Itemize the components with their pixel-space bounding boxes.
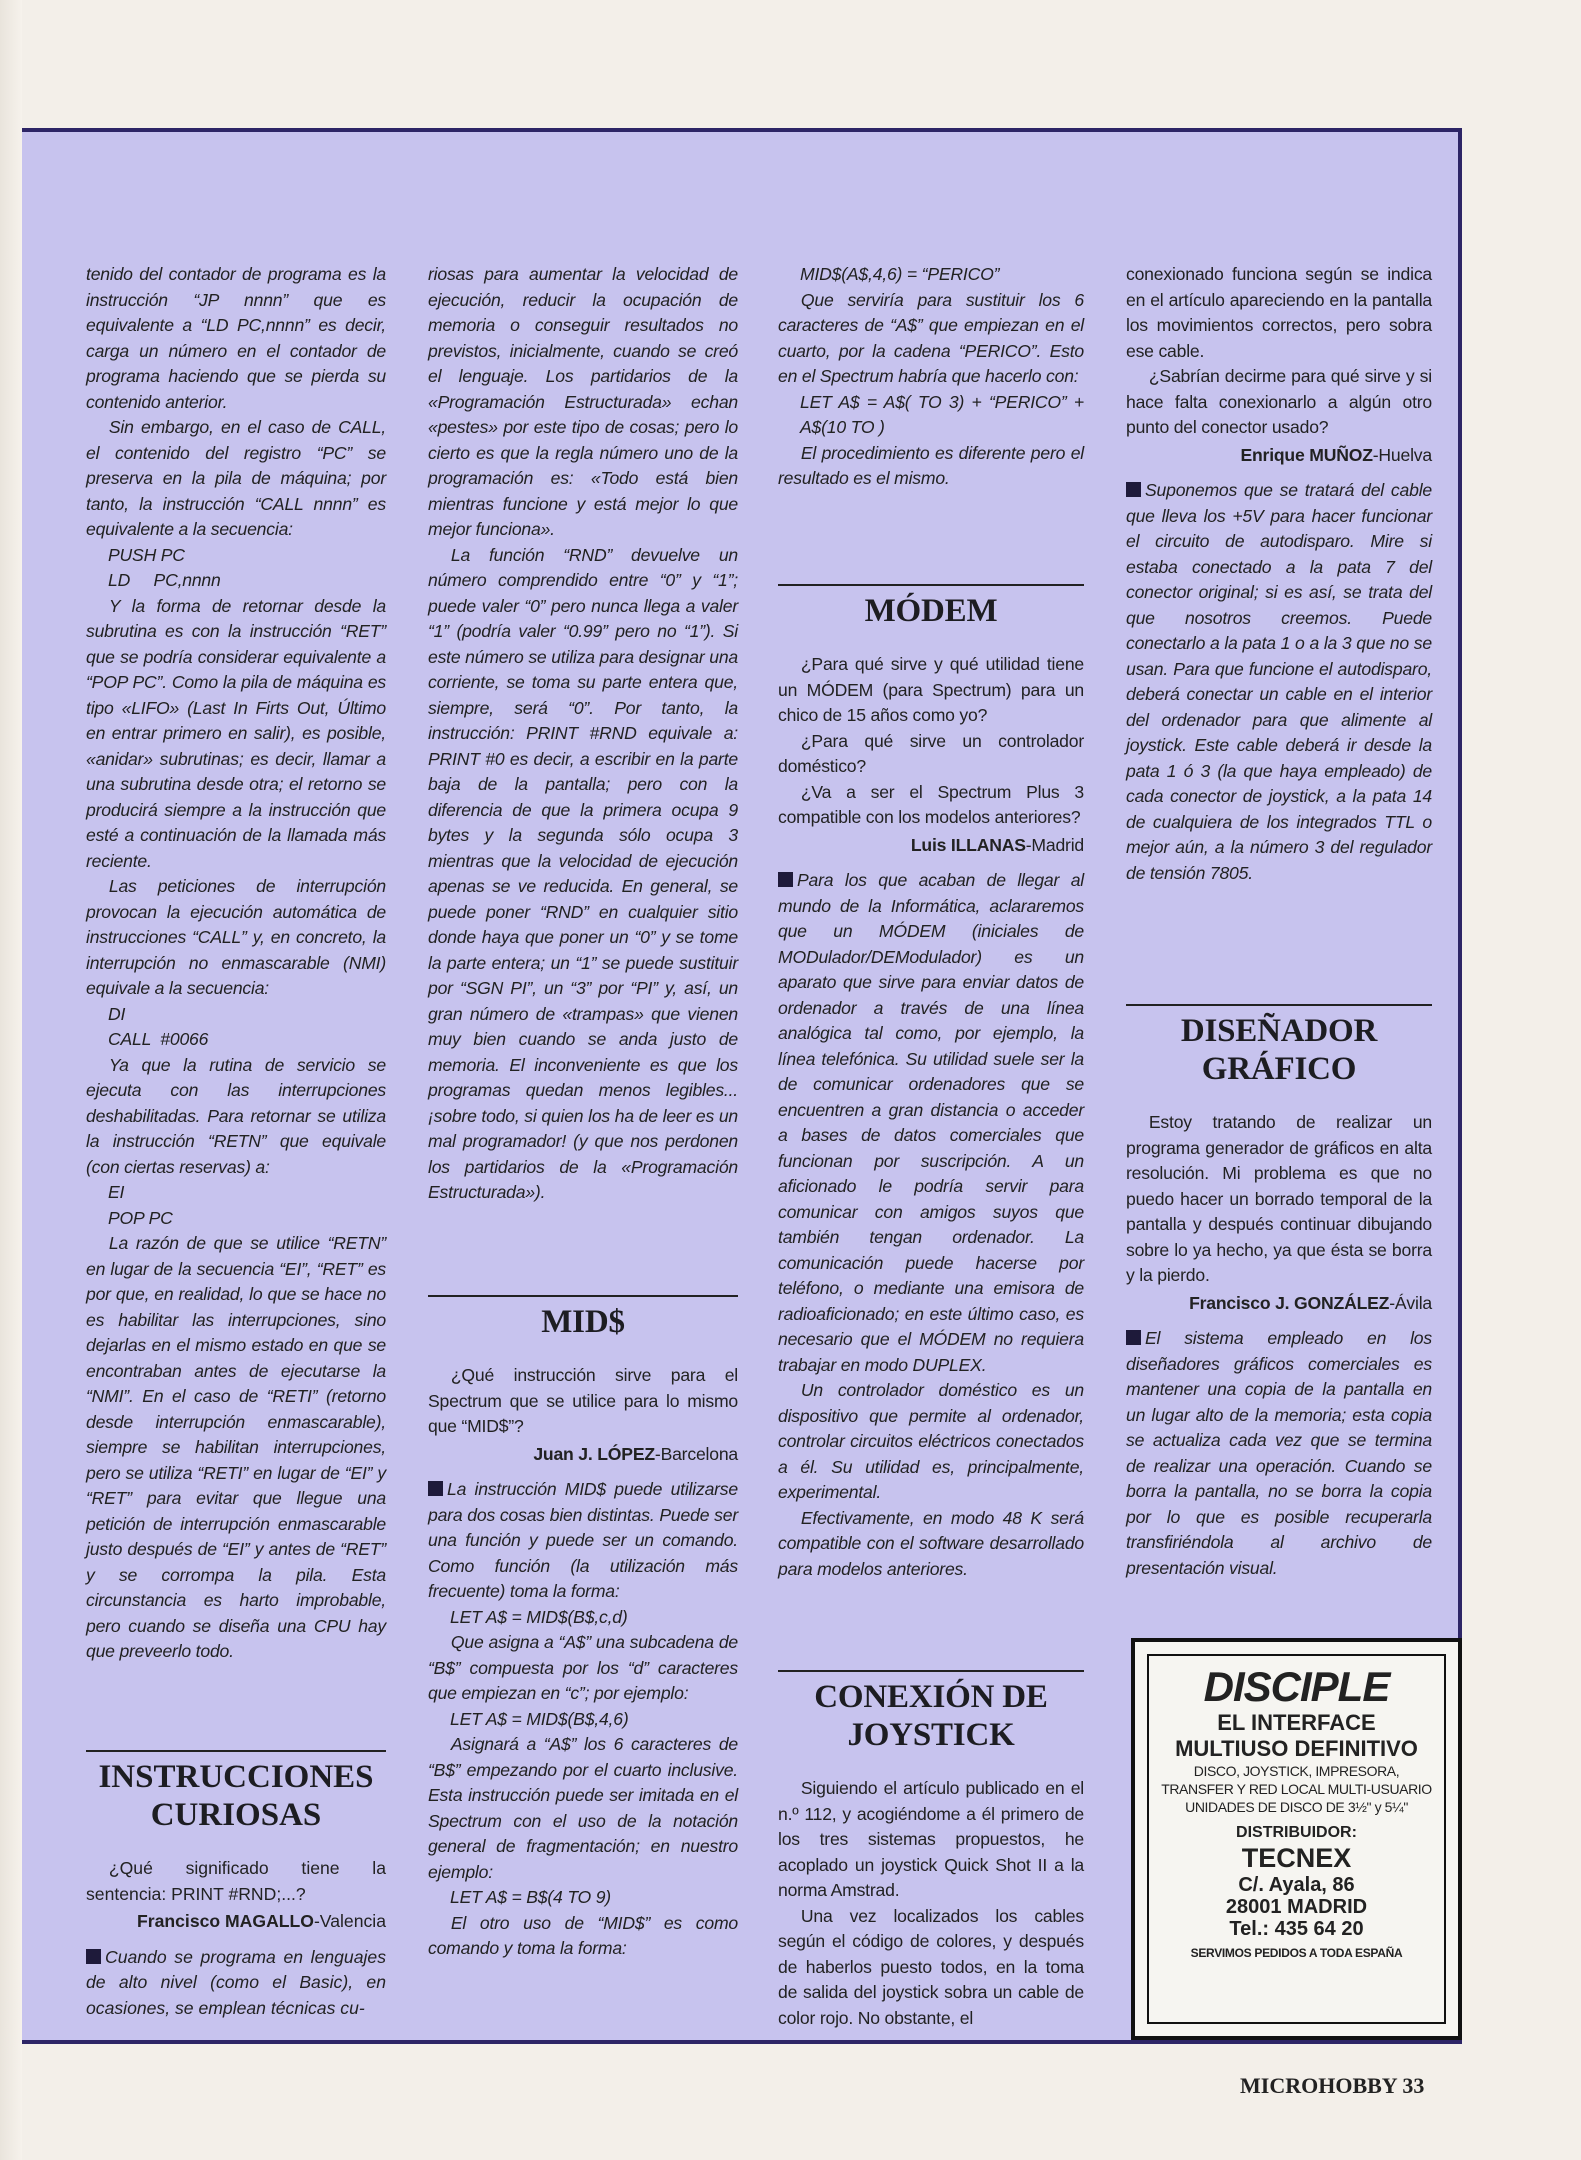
answer: [1126, 478, 1432, 886]
answer-text: Cuando se programa en lenguajes de alto nivel (como el Basic), en ocasiones, se emplean técnicas cu-: [86, 1946, 386, 2018]
section-heading: DISEÑADOR GRÁFICO: [1126, 1004, 1432, 1088]
section-modem: [778, 584, 1084, 1582]
ad-footer: SERVIMOS PEDIDOS A TODA ESPAÑA: [1190, 1946, 1403, 1960]
ad-distributor-label: DISTRIBUIDOR:: [1236, 1824, 1357, 1841]
answer-text: La instrucción MID$ puede utilizarse para dos cosas bien distintas. Puede ser una función y puede ser un comando. Como función (la utilización más frecuente) toma la forma:: [428, 1479, 738, 1601]
code-line: LET A$ = A$( TO 3) + “PERICO” + A$(10 TO ): [800, 391, 1084, 437]
ad-feature: TRANSFER Y RED LOCAL MULTI-USUARIO: [1161, 1781, 1432, 1797]
paragraph: Siguiendo el artículo publicado en el n.º 112, y acogiéndome a él primero de los tres sistemas propuestos, he acoplado un joystick Quick Shot II a la norma Amstrad.: [778, 1778, 1084, 1900]
byline: [1126, 1291, 1432, 1317]
author: Juan J. LÓPEZ: [533, 1443, 655, 1464]
magazine-name: MICROHOBBY: [1240, 2073, 1397, 2098]
ad-company: TECNEX: [1241, 1843, 1352, 1873]
ad-feature: UNIDADES DE DISCO DE 3½" y 5¼": [1185, 1799, 1408, 1815]
page-footer: [1240, 2073, 1424, 2099]
answer-text: Suponemos que se tratará del cable que lleva los +5V para hacer funcionar el circuito de autodisparo. Mire si estaba conectado a la pata 7 del conector original; si es así, se trata del que nosotros creemos. Puede conectarlo a la pata 1 o a la 3 que no se usan. Para que funcione el autodisparo, deberá conectar un cable en el interior del ordenador para que alimente al joystick. Este cable deberá ir desde la pata 1 ó 3 (la que haya empleado) de cada conector de joystick, a la pata 14 de cualquiera de los integrados TTL o mejor aún, a la número 3 del regulador de tensión 7805.: [1126, 480, 1432, 883]
answer: [1126, 1326, 1432, 1581]
city: -Valencia: [313, 1911, 386, 1931]
reader-question: ¿Qué instrucción sirve para el Spectrum que se utilice para lo mismo que “MID$”?: [428, 1365, 738, 1436]
column-3: [778, 262, 1084, 492]
city: -Barcelona: [654, 1443, 738, 1464]
paragraph: tenido del contador de programa es la instrucción “JP nnnn” que es equivalente a “LD PC,nnnn” es decir, carga un número en el contador de programa haciendo que se pierda su contenido anterior.: [86, 264, 386, 412]
byline: [428, 1442, 738, 1468]
paragraph: Un controlador doméstico es un dispositivo que permite al ordenador, controlar circuitos eléctricos conectados a él. Su utilidad es, principalmente, experimental.: [778, 1380, 1084, 1502]
ad-brand: DISCIPLE: [1203, 1663, 1390, 1710]
paragraph: La función “RND” devuelve un número comprendido entre “0” y “1”; puede valer “0” pero nunca llega a valer “1” (podría valer “0.99” pero no “1”). Si este número se utiliza para designar una corriente, se toma su parte entera que, siempre, será “0”. Por tanto, la instrucción: PRINT #RND equivale a: PRINT #0 es decir, a escribir en la parte baja de la pantalla; pero con la diferencia de que la primera ocupa 9 bytes y la segunda sólo ocupa 3 mientras que la velocidad de ejecución apenas se ve reducida. En general, se puede poner “RND” en cualquier sitio donde haya que poner un “0” y se tome la parte entera; un “1” se puede sustituir por “SGN PI”, un “3” por “PI” y, así, un gran número de «trampas» que vienen muy bien cuando se anda justo de memoria. El inconveniente es que los programas quedan menos legibles... ¡sobre todo, si quien los ha de leer es un mal programador! (y que nos perdonen los partidarios de la «Programación Estructurada»).: [428, 544, 738, 1202]
ad-line: MULTIUSO DEFINITIVO: [1175, 1736, 1418, 1761]
code-line: POP PC: [108, 1207, 173, 1228]
square-bullet-icon: [1126, 1330, 1141, 1345]
code-line: LD PC,nnnn: [108, 570, 221, 590]
column-2: [428, 262, 738, 1206]
paragraph: La razón de que se utilice “RETN” en lugar de la secuencia “EI”, “RET” es por que, en realidad, lo que se hace no es habilitar las interrupciones, sino dejarlas en el mismo estado en que se encontraban antes de ejecutarse la “NMI”. En el caso de “RETI” (retorno desde interrupción enmascarable), siempre se habilitan interrupciones, pero se utiliza “RETI” en lugar de “EI” y “RET” para evitar que llegue una petición de interrupción enmascarable justo después de “EI” y antes de “RET” y se corrompa la pila. Esta circunstancia es harto improbable, pero cuando se diseña una CPU hay que preveerlo todo.: [86, 1233, 386, 1661]
author: Francisco J. GONZÁLEZ: [1189, 1292, 1390, 1313]
page-number: 33: [1402, 2073, 1425, 2098]
ad-address: C/. Ayala, 86: [1238, 1874, 1355, 1896]
section-heading: CONEXIÓN DE JOYSTICK: [778, 1670, 1084, 1754]
ad-address: 28001 MADRID: [1225, 1896, 1368, 1918]
answer-text: Para los que acaban de llegar al mundo de la Informática, aclararemos que un MÓDEM (iniciales de MODulador/DEModulador) es un aparato que sirve para enviar datos de ordenador a través de una línea analógica tal como, por ejemplo, la línea telefónica. Su utilidad suele ser la de comunicar ordenadores que se encuentren a gran distancia o acceder a bases de datos comerciales que funcionan por suscripción. A un aficionado le podría servir para comunicar con amigos suyos que también tengan ordenador. La comunicación puede hacerse por teléfono, o mediante una emisora de radioaficionado; en este último caso, es necesario que el MÓDEM no requiera trabajar en modo DUPLEX.: [778, 870, 1084, 1375]
ad-phone: Tel.: 435 64 20: [1229, 1918, 1364, 1940]
ad-inner-frame: [1147, 1654, 1446, 2024]
code-line: LET A$ = MID$(B$,4,6): [450, 1708, 629, 1729]
byline: [1126, 443, 1432, 469]
square-bullet-icon: [1126, 482, 1141, 497]
code-line: MID$(A$,4,6) = “PERICO”: [800, 264, 1000, 284]
code-line: CALL #0066: [108, 1029, 209, 1049]
reader-question: ¿Va a ser el Spectrum Plus 3 compatible con los modelos anteriores?: [778, 781, 1084, 827]
paragraph: riosas para aumentar la velocidad de ejecución, reducir la ocupación de memoria o conseguir resultados no previstos, inicialmente, cuando se creó el lenguaje. Los partidarios de la «Programación Estructurada» echan «pestes» por este tipo de cosas; pero lo cierto es que la regla número uno de la programación es: «Todo está bien mientras funcione y está mejor lo que mejor funciona».: [428, 264, 738, 539]
answer: [778, 868, 1084, 1378]
page-gutter: [0, 0, 22, 2160]
code-line: LET A$ = MID$(B$,c,d): [450, 1606, 628, 1627]
paragraph: Asignará a “A$” los 6 caracteres de “B$” empezando por el cuarto inclusive. Esta instrucción puede ser imitada en el Spectrum con el uso de la notación general de fragmentación; en nuestro ejemplo:: [428, 1734, 738, 1882]
column-1: [86, 262, 386, 1665]
paragraph: El procedimiento es diferente pero el resultado es el mismo.: [778, 442, 1084, 488]
paragraph: El otro uso de “MID$” es como comando y toma la forma:: [428, 1912, 738, 1958]
paragraph: Y la forma de retornar desde la subrutina es con la instrucción “RET” que se podría considerar equivalente a “POP PC”. Como la pila de máquina es tipo «LIFO» (Last In Firts Out, Último en entrar primero en salir), es posible, «anidar» subrutinas; es decir, llamar a una subrutina desde otra; el retorno se producirá siempre a la instrucción que esté a continuación de la llamada más reciente.: [86, 595, 386, 871]
reader-question: ¿Para qué sirve y qué utilidad tiene un MÓDEM (para Spectrum) para un chico de 15 años como yo?: [778, 654, 1084, 725]
byline: [86, 1909, 386, 1935]
reader-question: Estoy tratando de realizar un programa generador de gráficos en alta resolución. Mi problema es que no puedo hacer un borrado temporal de la pantalla y después continuar dibujando sobre lo ya hecho, ya que ésta se borra y la pierdo.: [1126, 1112, 1432, 1285]
ad-feature: DISCO, JOYSTICK, IMPRESORA,: [1193, 1763, 1400, 1779]
section-joystick: [778, 1670, 1084, 2031]
code-line: DI: [108, 1003, 126, 1024]
code-line: LET A$ = B$(4 TO 9): [450, 1887, 611, 1907]
paragraph: conexionado funciona según se indica en el artículo apareciendo en la pantalla los movimientos correctos, pero sobra ese cable.: [1126, 264, 1432, 361]
city: -Huelva: [1372, 444, 1432, 465]
paragraph: Efectivamente, en modo 48 K será compatible con el software desarrollado para modelos anteriores.: [778, 1507, 1084, 1579]
square-bullet-icon: [86, 1949, 101, 1964]
code-line: EI: [108, 1182, 125, 1202]
paragraph: ¿Sabrían decirme para qué sirve y si hace falta conexionarlo a algún otro punto del conector usado?: [1126, 366, 1432, 437]
city: -Ávila: [1389, 1292, 1432, 1313]
ad-line: EL INTERFACE: [1217, 1710, 1376, 1735]
section-mid: [428, 1295, 738, 1962]
section-heading: MID$: [428, 1295, 738, 1341]
column-4: [1126, 262, 1432, 886]
paragraph: Las peticiones de interrupción provocan la ejecución automática de instrucciones “CALL” y, en concreto, la interrupción no enmascarable (NMI) equivale a la secuencia:: [86, 876, 386, 998]
paragraph: Ya que la rutina de servicio se ejecuta con las interrupciones deshabilitadas. Para retornar se utiliza la instrucción “RETN” que equivale (con ciertas reservas) a:: [86, 1054, 386, 1177]
code-line: PUSH PC: [108, 544, 185, 565]
square-bullet-icon: [428, 1481, 443, 1496]
author: Luis ILLANAS: [910, 834, 1026, 855]
reader-question: ¿Para qué sirve un controlador doméstico?: [778, 730, 1084, 776]
city: -Madrid: [1025, 834, 1084, 855]
square-bullet-icon: [778, 872, 793, 887]
section-disenador: [1126, 1004, 1432, 1581]
paragraph: Que asigna a “A$” una subcadena de “B$” compuesta por los “d” caracteres que empiezan en “c”; por ejemplo:: [428, 1632, 738, 1703]
author: Enrique MUÑOZ: [1240, 444, 1373, 465]
section-heading: MÓDEM: [778, 584, 1084, 630]
answer-text: El sistema empleado en los diseñadores gráficos comerciales es mantener una copia de la pantalla en un lugar alto de la memoria; esta copia se actualiza cada vez que se termina de realizar una operación. Cuando se borra la pantalla, no se borra la copia por lo que es posible recuperarla transfiriéndola al archivo de presentación visual.: [1126, 1328, 1432, 1578]
byline: [778, 833, 1084, 859]
author: Francisco MAGALLO: [137, 1911, 314, 1931]
reader-question: ¿Qué significado tiene la sentencia: PRINT #RND;...?: [86, 1858, 386, 1904]
answer: [428, 1477, 738, 1605]
answer: [86, 1945, 386, 2022]
paragraph: Que serviría para sustituir los 6 caracteres de “A$” que empiezan en el cuarto, por la cadena “PERICO”. Esto en el Spectrum habría que hacerlo con:: [778, 289, 1084, 386]
disciple-advertisement: [1131, 1638, 1462, 2040]
section-instrucciones: [86, 1750, 386, 2021]
section-heading: INSTRUCCIONES CURIOSAS: [86, 1750, 386, 1834]
paragraph: Una vez localizados los cables según el código de colores, y después de haberlos puesto todos, en la toma de salida del joystick sobra un cable de color rojo. No obstante, el: [778, 1905, 1084, 2028]
paragraph: Sin embargo, en el caso de CALL, el contenido del registro “PC” se preserva en la pila de máquina; por tanto, la instrucción “CALL nnnn” es equivalente a la secuencia:: [86, 417, 386, 539]
